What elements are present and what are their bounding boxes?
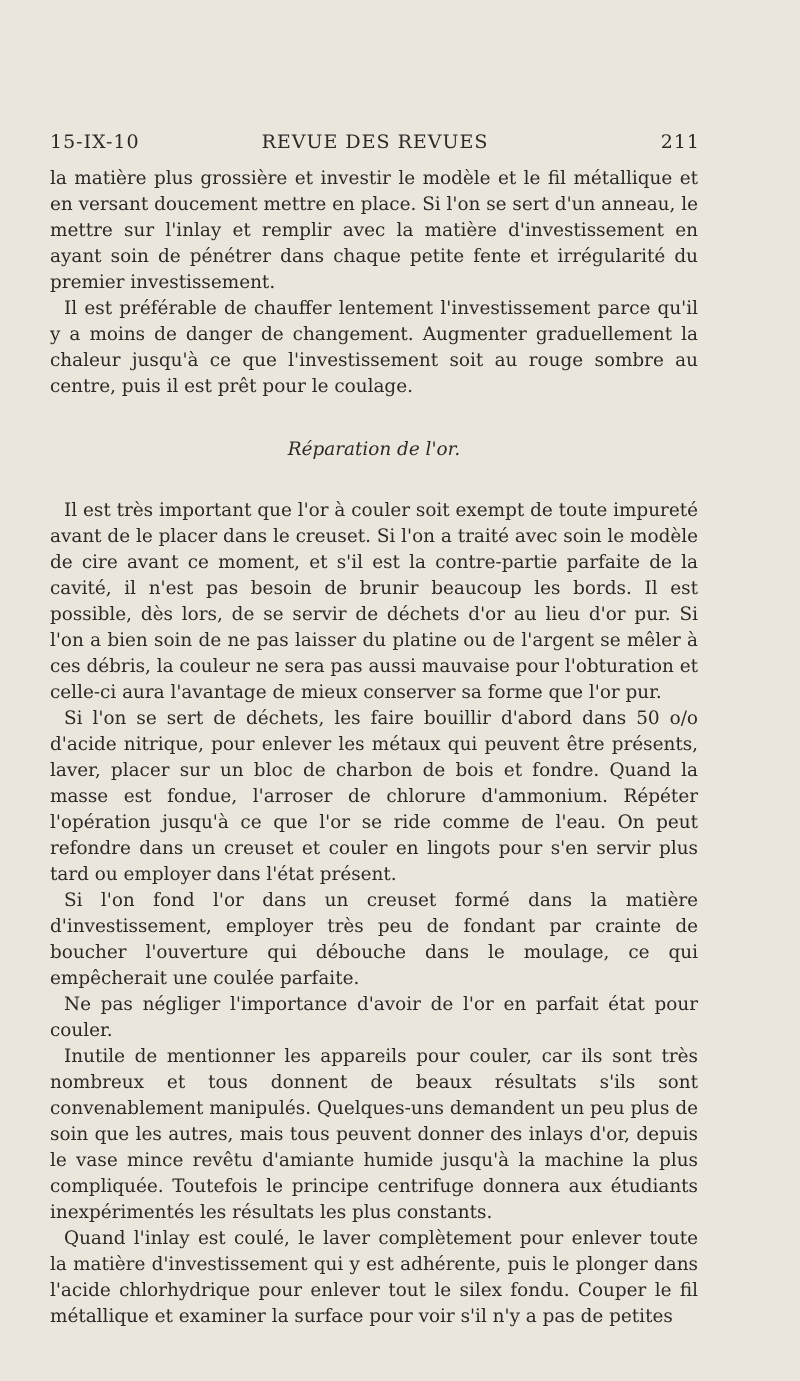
paragraph: Il est préférable de chauffer lentement l'investissement parce qu'il y a moins de danger de changement. Augmenter graduellement la chaleur jusqu'à ce que l'investissement soit au rouge sombre au centre, puis il est prêt pour le coulage. [50,298,698,397]
header-date: 15-IX-10 [50,131,140,153]
paragraph: Quand l'inlay est coulé, le laver complètement pour enlever toute la matière d'investissement qui y est adhérente, puis le plonger dans l'acide chlorhydrique pour enlever tout le silex fondu. Couper le fil métallique et examiner la surface pour voir s'il n'y a pas de petites [50,1228,698,1327]
header-journal-title: REVUE DES REVUES [261,131,489,153]
header-page-number: 211 [660,131,700,153]
paragraph-continued: la matière plus grossière et investir le modèle et le fil métallique et en versant doucement mettre en place. Si l'on se sert d'un anneau, le mettre sur l'inlay et remplir avec la matière d'investissement en ayant soin de pénétrer dans chaque petite fente et irrégularité du premier investissement. [50,168,698,293]
paragraph: Si l'on se sert de déchets, les faire bouillir d'abord dans 50 o/o d'acide nitrique, pour enlever les métaux qui peuvent être présents, laver, placer sur un bloc de charbon de bois et fondre. Quand la masse est fondue, l'arroser de chlorure d'ammonium. Répéter l'opération jusqu'à ce que l'or se ride comme de l'eau. On peut refondre dans un creuset et couler en lingots pour s'en servir plus tard ou employer dans l'état présent. [50,708,698,885]
paragraph: Il est très important que l'or à couler soit exempt de toute impureté avant de le placer dans le creuset. Si l'on a traité avec soin le modèle de cire avant ce moment, et s'il est la contre-partie parfaite de la cavité, il n'est pas besoin de brunir beaucoup les bords. Il est possible, dès lors, de se servir de déchets d'or au lieu d'or pur. Si l'on a bien soin de ne pas laisser du platine ou de l'argent se mêler à ces débris, la couleur ne sera pas aussi mauvaise pour l'obturation et celle-ci aura l'avantage de mieux conserver sa forme que l'or pur. [50,500,698,703]
running-header [50,131,700,159]
paragraph: Inutile de mentionner les appareils pour couler, car ils sont très nombreux et tous donnent de beaux résultats s'ils sont convenablement manipulés. Quelques-uns demandent un peu plus de soin que les autres, mais tous peuvent donner des inlays d'or, depuis le vase mince revêtu d'amiante humide jusqu'à la machine la plus compliquée. Toutefois le principe centrifuge donnera aux étudiants inexpérimentés les résultats les plus constants. [50,1046,698,1223]
paragraph: Si l'on fond l'or dans un creuset formé dans la matière d'investissement, employer très peu de fondant par crainte de boucher l'ouverture qui débouche dans le moulage, ce qui empêcherait une coulée parfaite. [50,890,698,989]
body-text [50,166,698,1330]
paragraph: Ne pas négliger l'importance d'avoir de l'or en parfait état pour couler. [50,994,698,1041]
section-title: Réparation de l'or. [287,439,461,460]
